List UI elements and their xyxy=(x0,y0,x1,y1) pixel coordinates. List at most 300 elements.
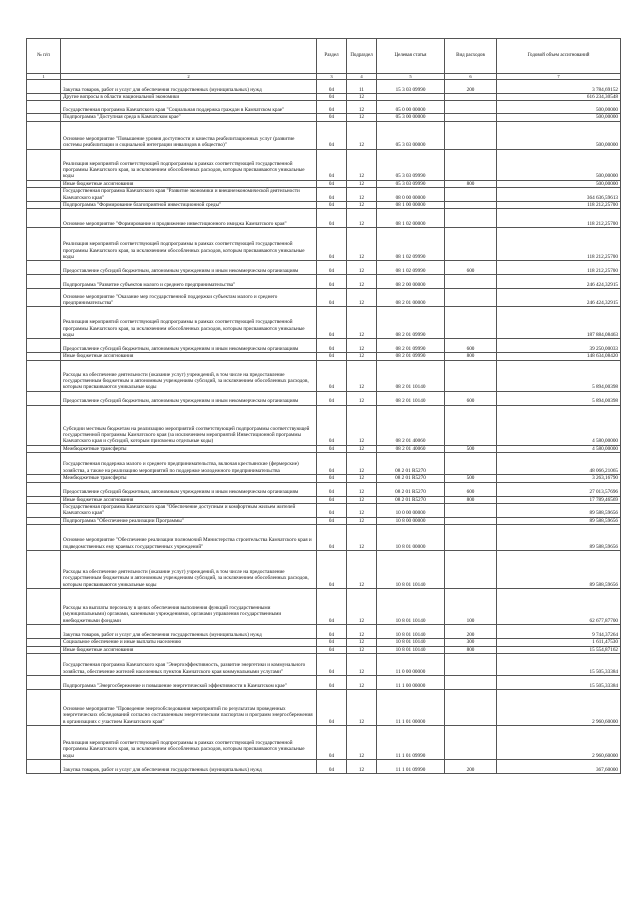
vr-cell xyxy=(445,101,497,114)
table-row xyxy=(27,551,621,589)
podrazdel-cell: 12 xyxy=(347,517,377,524)
podrazdel-cell: 12 xyxy=(347,180,377,187)
item-name-cell: Реализация мероприятий соответствующей подпрограммы в рамках соответствующей государственной программы Камчатского края, за исключением обособленных расходов, которым присваиваются уникальные коды xyxy=(61,307,317,339)
razdel-cell: 04 xyxy=(317,360,347,391)
csr-cell: 05 3 03 09990 xyxy=(377,149,445,180)
sum-cell: 15 505,33384 xyxy=(497,676,621,690)
razdel-cell: 04 xyxy=(317,94,347,101)
table-row xyxy=(27,690,621,726)
razdel-cell: 04 xyxy=(317,525,347,551)
num-cell xyxy=(27,475,61,482)
csr-cell: 08 2 00 00000 xyxy=(377,275,445,289)
razdel-cell: 04 xyxy=(317,209,347,228)
csr-cell: 10 0 00 00000 xyxy=(377,504,445,518)
table-row xyxy=(27,101,621,114)
num-cell xyxy=(27,228,61,261)
num-cell xyxy=(27,101,61,114)
table-row xyxy=(27,726,621,760)
sum-cell: 500,00000 xyxy=(497,180,621,187)
sum-cell: 15 554,87162 xyxy=(497,646,621,653)
vr-cell xyxy=(445,654,497,676)
csr-cell: 05 0 00 00000 xyxy=(377,101,445,114)
budget-table xyxy=(26,38,621,774)
table-row xyxy=(27,202,621,209)
podrazdel-cell: 12 xyxy=(347,289,377,307)
sum-cell: 89 588,59656 xyxy=(497,525,621,551)
item-name-cell: Государственная программа Камчатского края "Обеспечение доступным и комфортным жильем жителей Камчатского края" xyxy=(61,504,317,518)
sum-cell: 17 789,46569 xyxy=(497,496,621,503)
podrazdel-cell: 12 xyxy=(347,202,377,209)
podrazdel-cell: 12 xyxy=(347,188,377,202)
vr-cell xyxy=(445,202,497,209)
vr-cell xyxy=(445,275,497,289)
razdel-cell: 04 xyxy=(317,639,347,646)
table-row xyxy=(27,445,621,452)
razdel-cell: 04 xyxy=(317,726,347,760)
podrazdel-cell: 12 xyxy=(347,646,377,653)
table-row xyxy=(27,639,621,646)
item-name-cell: Предоставление субсидий бюджетным, автономным учреждениям и иным некоммерческим организациям xyxy=(61,391,317,405)
csr-cell: 08 2 01 10140 xyxy=(377,391,445,405)
vr-cell xyxy=(445,228,497,261)
num-cell xyxy=(27,180,61,187)
podrazdel-cell: 12 xyxy=(347,307,377,339)
podrazdel-cell: 12 xyxy=(347,228,377,261)
item-name-cell: Расходы на выплаты персоналу в целях обеспечения выполнения функций государственными (муниципальными) органами, казенными учреждениями, органами управления государственными внебюджетными фондами xyxy=(61,589,317,625)
item-name-cell: Закупка товаров, работ и услуг для обеспечения государственных (муниципальных) нужд xyxy=(61,625,317,639)
num-cell xyxy=(27,482,61,496)
razdel-cell: 04 xyxy=(317,517,347,524)
vr-cell xyxy=(445,690,497,726)
item-name-cell: Подпрограмма "Развитие субъектов малого и среднего предпринимательства" xyxy=(61,275,317,289)
razdel-cell: 04 xyxy=(317,760,347,774)
vr-cell xyxy=(445,453,497,475)
item-name-cell: Закупка товаров, работ и услуг для обеспечения государственных (муниципальных) нужд xyxy=(61,80,317,94)
csr-cell: 11 1 00 00000 xyxy=(377,676,445,690)
razdel-cell: 04 xyxy=(317,261,347,275)
table-row xyxy=(27,228,621,261)
sum-cell: 48 066,21065 xyxy=(497,453,621,475)
table-row xyxy=(27,360,621,391)
razdel-cell: 04 xyxy=(317,80,347,94)
csr-cell: 11 1 01 09990 xyxy=(377,760,445,774)
podrazdel-cell: 12 xyxy=(347,453,377,475)
item-name-cell: Подпрограмма "Формирование благоприятной инвестиционной среды" xyxy=(61,202,317,209)
table-row xyxy=(27,646,621,653)
table-row xyxy=(27,625,621,639)
podrazdel-cell: 12 xyxy=(347,496,377,503)
num-cell xyxy=(27,690,61,726)
sum-cell: 89 588,59656 xyxy=(497,504,621,518)
csr-cell: 11 1 01 09990 xyxy=(377,726,445,760)
razdel-cell: 04 xyxy=(317,391,347,405)
num-cell xyxy=(27,261,61,275)
vr-cell: 500 xyxy=(445,445,497,452)
sum-cell: 27 013,57696 xyxy=(497,482,621,496)
razdel-cell: 04 xyxy=(317,453,347,475)
num-cell xyxy=(27,589,61,625)
item-name-cell: Иные бюджетные ассигнования xyxy=(61,496,317,503)
vr-cell xyxy=(445,121,497,149)
header-razdel: Раздел xyxy=(317,39,347,74)
csr-cell: 08 1 02 00000 xyxy=(377,209,445,228)
vr-cell xyxy=(445,188,497,202)
csr-cell: 08 2 01 09990 xyxy=(377,307,445,339)
num-cell xyxy=(27,639,61,646)
table-row xyxy=(27,676,621,690)
num-cell xyxy=(27,275,61,289)
budget-table-page xyxy=(26,38,620,774)
item-name-cell: Государственная поддержка малого и среднего предпринимательства, включая крестьянские (фермерские) хозяйства, а также на реализацию мероприятий по поддержке молодежного предпринимательства xyxy=(61,453,317,475)
item-name-cell: Основное мероприятие "Проведение энергообследования мероприятий по результатам проведенных энергетических обследований согласно составленным энергетическим паспортам и программ энергосбережения в организациях с участием Камчатского края" xyxy=(61,690,317,726)
razdel-cell: 04 xyxy=(317,654,347,676)
table-row xyxy=(27,209,621,228)
index-cell: 3 xyxy=(317,74,347,80)
vr-cell: 500 xyxy=(445,475,497,482)
sum-cell: 118 212,25700 xyxy=(497,228,621,261)
num-cell xyxy=(27,525,61,551)
item-name-cell: Основное мероприятие "Формирование и продвижение инвестиционного имиджа Камчатского края" xyxy=(61,209,317,228)
sum-cell: 246 424,32915 xyxy=(497,275,621,289)
table-row xyxy=(27,114,621,121)
item-name-cell: Подпрограмма "Доступная среда в Камчатском крае" xyxy=(61,114,317,121)
num-cell xyxy=(27,391,61,405)
item-name-cell: Иные бюджетные ассигнования xyxy=(61,353,317,360)
num-cell xyxy=(27,121,61,149)
num-cell xyxy=(27,80,61,94)
table-row xyxy=(27,525,621,551)
item-name-cell: Расходы на обеспечение деятельности (оказание услуг) учреждений, в том числе на предоставление государственным бюджетным и автономным учреждениям субсидий, за исключением обособленных расходов, которым присваиваются уникальные коды xyxy=(61,551,317,589)
csr-cell: 08 2 01 R5270 xyxy=(377,496,445,503)
item-name-cell: Другие вопросы в области национальной экономики xyxy=(61,94,317,101)
item-name-cell: Межбюджетные трансферты xyxy=(61,475,317,482)
podrazdel-cell: 12 xyxy=(347,405,377,445)
item-name-cell: Расходы на обеспечение деятельности (оказание услуг) учреждений, в том числе на предоставление государственным бюджетным и автономным учреждениям субсидий, за исключением обособленных расходов, которым присваиваются уникальные коды xyxy=(61,360,317,391)
csr-cell: 08 2 01 R5270 xyxy=(377,482,445,496)
csr-cell: 08 2 01 R5270 xyxy=(377,453,445,475)
vr-cell xyxy=(445,504,497,518)
header-name xyxy=(61,39,317,74)
podrazdel-cell: 12 xyxy=(347,360,377,391)
sum-cell: 62 677,87700 xyxy=(497,589,621,625)
sum-cell: 118 212,25700 xyxy=(497,209,621,228)
sum-cell: 500,00000 xyxy=(497,101,621,114)
sum-cell: 89 588,59656 xyxy=(497,517,621,524)
podrazdel-cell: 12 xyxy=(347,114,377,121)
sum-cell: 148 634,08420 xyxy=(497,353,621,360)
podrazdel-cell: 12 xyxy=(347,726,377,760)
num-cell xyxy=(27,445,61,452)
table-row xyxy=(27,188,621,202)
item-name-cell: Закупка товаров, работ и услуг для обеспечения государственных (муниципальных) нужд xyxy=(61,760,317,774)
csr-cell: 08 2 01 R5270 xyxy=(377,475,445,482)
sum-cell: 616 234,30548 xyxy=(497,94,621,101)
razdel-cell: 04 xyxy=(317,690,347,726)
table-row xyxy=(27,149,621,180)
vr-cell: 300 xyxy=(445,639,497,646)
num-cell xyxy=(27,188,61,202)
podrazdel-cell: 12 xyxy=(347,275,377,289)
item-name-cell: Подпрограмма "Обеспечение реализации Программы" xyxy=(61,517,317,524)
razdel-cell: 04 xyxy=(317,339,347,353)
num-cell xyxy=(27,353,61,360)
header-vr: Вид расходов xyxy=(445,39,497,74)
num-cell xyxy=(27,94,61,101)
razdel-cell: 04 xyxy=(317,646,347,653)
num-cell xyxy=(27,517,61,524)
index-cell: 5 xyxy=(377,74,445,80)
table-row xyxy=(27,504,621,518)
razdel-cell: 04 xyxy=(317,188,347,202)
vr-cell xyxy=(445,94,497,101)
podrazdel-cell: 12 xyxy=(347,391,377,405)
item-name-cell: Реализация мероприятий соответствующей подпрограммы в рамках соответствующей государственной программы Камчатского края, за исключением обособленных расходов, которым присваиваются уникальные коды xyxy=(61,228,317,261)
vr-cell: 600 xyxy=(445,339,497,353)
csr-cell: 05 3 03 00000 xyxy=(377,121,445,149)
item-name-cell: Межбюджетные трансферты xyxy=(61,445,317,452)
vr-cell: 800 xyxy=(445,646,497,653)
sum-cell: 367,60000 xyxy=(497,760,621,774)
csr-cell: 05 3 03 09990 xyxy=(377,180,445,187)
header-csr: Целевая статья xyxy=(377,39,445,74)
num-cell xyxy=(27,114,61,121)
razdel-cell: 04 xyxy=(317,121,347,149)
razdel-cell: 04 xyxy=(317,275,347,289)
index-cell: 2 xyxy=(61,74,317,80)
razdel-cell: 04 xyxy=(317,496,347,503)
csr-cell: 10 8 01 10140 xyxy=(377,551,445,589)
vr-cell xyxy=(445,360,497,391)
razdel-cell: 04 xyxy=(317,475,347,482)
table-row xyxy=(27,760,621,774)
vr-cell xyxy=(445,676,497,690)
table-row xyxy=(27,589,621,625)
num-cell xyxy=(27,339,61,353)
csr-cell: 10 8 01 00000 xyxy=(377,525,445,551)
csr-cell xyxy=(377,94,445,101)
sum-cell: 9 744,37264 xyxy=(497,625,621,639)
item-name-cell: Государственная программа Камчатского края "Социальная поддержка граждан в Камчатском крае" xyxy=(61,101,317,114)
sum-cell: 3 263,16790 xyxy=(497,475,621,482)
item-name-cell: Реализация мероприятий соответствующей подпрограммы в рамках соответствующей государственной программы Камчатского края, за исключением обособленных расходов, которым присваиваются уникальные коды xyxy=(61,149,317,180)
num-cell xyxy=(27,496,61,503)
num-cell xyxy=(27,646,61,653)
csr-cell: 10 8 01 10140 xyxy=(377,589,445,625)
vr-cell: 600 xyxy=(445,391,497,405)
razdel-cell: 04 xyxy=(317,676,347,690)
vr-cell xyxy=(445,525,497,551)
index-cell: 6 xyxy=(445,74,497,80)
table-row xyxy=(27,121,621,149)
sum-cell: 89 588,59656 xyxy=(497,551,621,589)
header-sum: Годовой объем ассигнований xyxy=(497,39,621,74)
num-cell xyxy=(27,289,61,307)
table-row xyxy=(27,353,621,360)
item-name-cell: Основное мероприятие "Повышение уровня доступности и качества реабилитационных услуг (развитие системы реабилитации и социальной интеграции инвалидов в общество)" xyxy=(61,121,317,149)
vr-cell xyxy=(445,289,497,307)
razdel-cell: 04 xyxy=(317,482,347,496)
csr-cell: 08 1 00 00000 xyxy=(377,202,445,209)
sum-cell: 364 636,59613 xyxy=(497,188,621,202)
sum-cell: 2 960,60000 xyxy=(497,690,621,726)
podrazdel-cell: 12 xyxy=(347,149,377,180)
csr-cell: 15 3 03 09990 xyxy=(377,80,445,94)
vr-cell: 800 xyxy=(445,180,497,187)
razdel-cell: 04 xyxy=(317,353,347,360)
podrazdel-cell: 12 xyxy=(347,504,377,518)
index-cell: 4 xyxy=(347,74,377,80)
table-row xyxy=(27,261,621,275)
item-name-cell: Предоставление субсидий бюджетным, автономным учреждениям и иным некоммерческим организациям xyxy=(61,339,317,353)
item-name-cell: Субсидии местным бюджетам на реализацию мероприятий соответствующей подпрограммы соответствующей государственной программы Камчатского края (за исключением мероприятий Инвестиционной программы Камчатского края и субсидий, которым присвоены отдельные коды) xyxy=(61,405,317,445)
table-row xyxy=(27,654,621,676)
vr-cell: 200 xyxy=(445,80,497,94)
index-cell: 1 xyxy=(27,74,61,80)
item-name-cell: Основное мероприятие "Оказание мер государственной поддержки субъектам малого и среднего предпринимательства" xyxy=(61,289,317,307)
csr-cell: 08 2 01 10140 xyxy=(377,360,445,391)
vr-cell: 200 xyxy=(445,625,497,639)
razdel-cell: 04 xyxy=(317,504,347,518)
item-name-cell: Основное мероприятие "Обеспечение реализации полномочий Министерства строительства Камчатского края и подведомственных ему краевых государственных учреждений" xyxy=(61,525,317,551)
vr-cell xyxy=(445,209,497,228)
sum-cell: 5 894,00398 xyxy=(497,360,621,391)
sum-cell: 500,00000 xyxy=(497,114,621,121)
header-podrazdel: Подраздел xyxy=(347,39,377,74)
table-row xyxy=(27,517,621,524)
podrazdel-cell: 12 xyxy=(347,353,377,360)
sum-cell: 5 894,00398 xyxy=(497,391,621,405)
num-cell xyxy=(27,760,61,774)
item-name-cell: Социальное обеспечение и иные выплаты населению xyxy=(61,639,317,646)
razdel-cell: 04 xyxy=(317,551,347,589)
razdel-cell: 04 xyxy=(317,114,347,121)
table-row xyxy=(27,275,621,289)
table-row xyxy=(27,289,621,307)
podrazdel-cell: 12 xyxy=(347,475,377,482)
sum-cell: 118 212,25700 xyxy=(497,261,621,275)
csr-cell: 08 2 01 09990 xyxy=(377,339,445,353)
podrazdel-cell: 12 xyxy=(347,339,377,353)
sum-cell: 500,00000 xyxy=(497,121,621,149)
num-cell xyxy=(27,202,61,209)
podrazdel-cell: 12 xyxy=(347,639,377,646)
razdel-cell: 04 xyxy=(317,589,347,625)
podrazdel-cell: 12 xyxy=(347,101,377,114)
num-cell xyxy=(27,551,61,589)
item-name-cell: Иные бюджетные ассигнования xyxy=(61,646,317,653)
table-row xyxy=(27,80,621,94)
num-cell xyxy=(27,405,61,445)
csr-cell: 08 1 02 09990 xyxy=(377,261,445,275)
item-name-cell: Иные бюджетные ассигнования xyxy=(61,180,317,187)
podrazdel-cell: 12 xyxy=(347,551,377,589)
csr-cell: 08 1 02 09990 xyxy=(377,228,445,261)
table-row xyxy=(27,496,621,503)
num-cell xyxy=(27,654,61,676)
podrazdel-cell: 12 xyxy=(347,589,377,625)
csr-cell: 10 8 01 10140 xyxy=(377,639,445,646)
csr-cell: 08 2 01 00000 xyxy=(377,289,445,307)
vr-cell xyxy=(445,517,497,524)
podrazdel-cell: 12 xyxy=(347,760,377,774)
razdel-cell: 04 xyxy=(317,202,347,209)
table-row xyxy=(27,94,621,101)
item-name-cell: Предоставление субсидий бюджетным, автономным учреждениям и иным некоммерческим организациям xyxy=(61,482,317,496)
sum-cell: 4 580,00000 xyxy=(497,445,621,452)
podrazdel-cell: 12 xyxy=(347,209,377,228)
table-row xyxy=(27,453,621,475)
podrazdel-cell: 12 xyxy=(347,676,377,690)
table-header-row xyxy=(27,39,621,74)
sum-cell: 2 960,60000 xyxy=(497,726,621,760)
csr-cell: 10 8 00 00000 xyxy=(377,517,445,524)
vr-cell xyxy=(445,726,497,760)
vr-cell xyxy=(445,307,497,339)
table-row xyxy=(27,307,621,339)
vr-cell xyxy=(445,149,497,180)
vr-cell: 200 xyxy=(445,760,497,774)
vr-cell: 600 xyxy=(445,261,497,275)
table-row xyxy=(27,405,621,445)
sum-cell: 118 212,25700 xyxy=(497,202,621,209)
podrazdel-cell: 12 xyxy=(347,121,377,149)
num-cell xyxy=(27,453,61,475)
vr-cell: 800 xyxy=(445,353,497,360)
sum-cell: 246 424,32915 xyxy=(497,289,621,307)
podrazdel-cell: 12 xyxy=(347,445,377,452)
sum-cell: 500,00000 xyxy=(497,149,621,180)
csr-cell: 08 2 01 40060 xyxy=(377,405,445,445)
num-cell xyxy=(27,504,61,518)
sum-cell: 187 884,08463 xyxy=(497,307,621,339)
podrazdel-cell: 12 xyxy=(347,94,377,101)
podrazdel-cell: 12 xyxy=(347,625,377,639)
table-row xyxy=(27,391,621,405)
razdel-cell: 04 xyxy=(317,289,347,307)
sum-cell: 1 611,47530 xyxy=(497,639,621,646)
num-cell xyxy=(27,625,61,639)
item-name-cell: Реализация мероприятий соответствующей подпрограммы в рамках соответствующей государственной программы Камчатского края, за исключением обособленных расходов, которым присваиваются уникальные коды xyxy=(61,726,317,760)
podrazdel-cell: 12 xyxy=(347,654,377,676)
num-cell xyxy=(27,726,61,760)
razdel-cell: 04 xyxy=(317,307,347,339)
table-body xyxy=(27,80,621,774)
podrazdel-cell: 12 xyxy=(347,690,377,726)
razdel-cell: 04 xyxy=(317,149,347,180)
csr-cell: 11 0 00 00000 xyxy=(377,654,445,676)
csr-cell: 08 2 01 09990 xyxy=(377,353,445,360)
sum-cell: 3 784,69152 xyxy=(497,80,621,94)
sum-cell: 15 505,33384 xyxy=(497,654,621,676)
vr-cell: 100 xyxy=(445,589,497,625)
podrazdel-cell: 11 xyxy=(347,80,377,94)
podrazdel-cell: 12 xyxy=(347,261,377,275)
num-cell xyxy=(27,149,61,180)
vr-cell xyxy=(445,405,497,445)
item-name-cell: Государственная программа Камчатского края "Энергоэффективность, развитие энергетики и коммунального хозяйства, обеспечение жителей населенных пунктов Камчатского края коммунальными услугами" xyxy=(61,654,317,676)
csr-cell: 10 8 01 10140 xyxy=(377,646,445,653)
csr-cell: 08 0 00 00000 xyxy=(377,188,445,202)
num-cell xyxy=(27,360,61,391)
csr-cell: 10 8 01 10140 xyxy=(377,625,445,639)
index-cell: 7 xyxy=(497,74,621,80)
sum-cell: 39 250,00033 xyxy=(497,339,621,353)
num-cell xyxy=(27,209,61,228)
razdel-cell: 04 xyxy=(317,228,347,261)
header-num: № п/п xyxy=(27,39,61,74)
razdel-cell: 04 xyxy=(317,625,347,639)
vr-cell xyxy=(445,114,497,121)
